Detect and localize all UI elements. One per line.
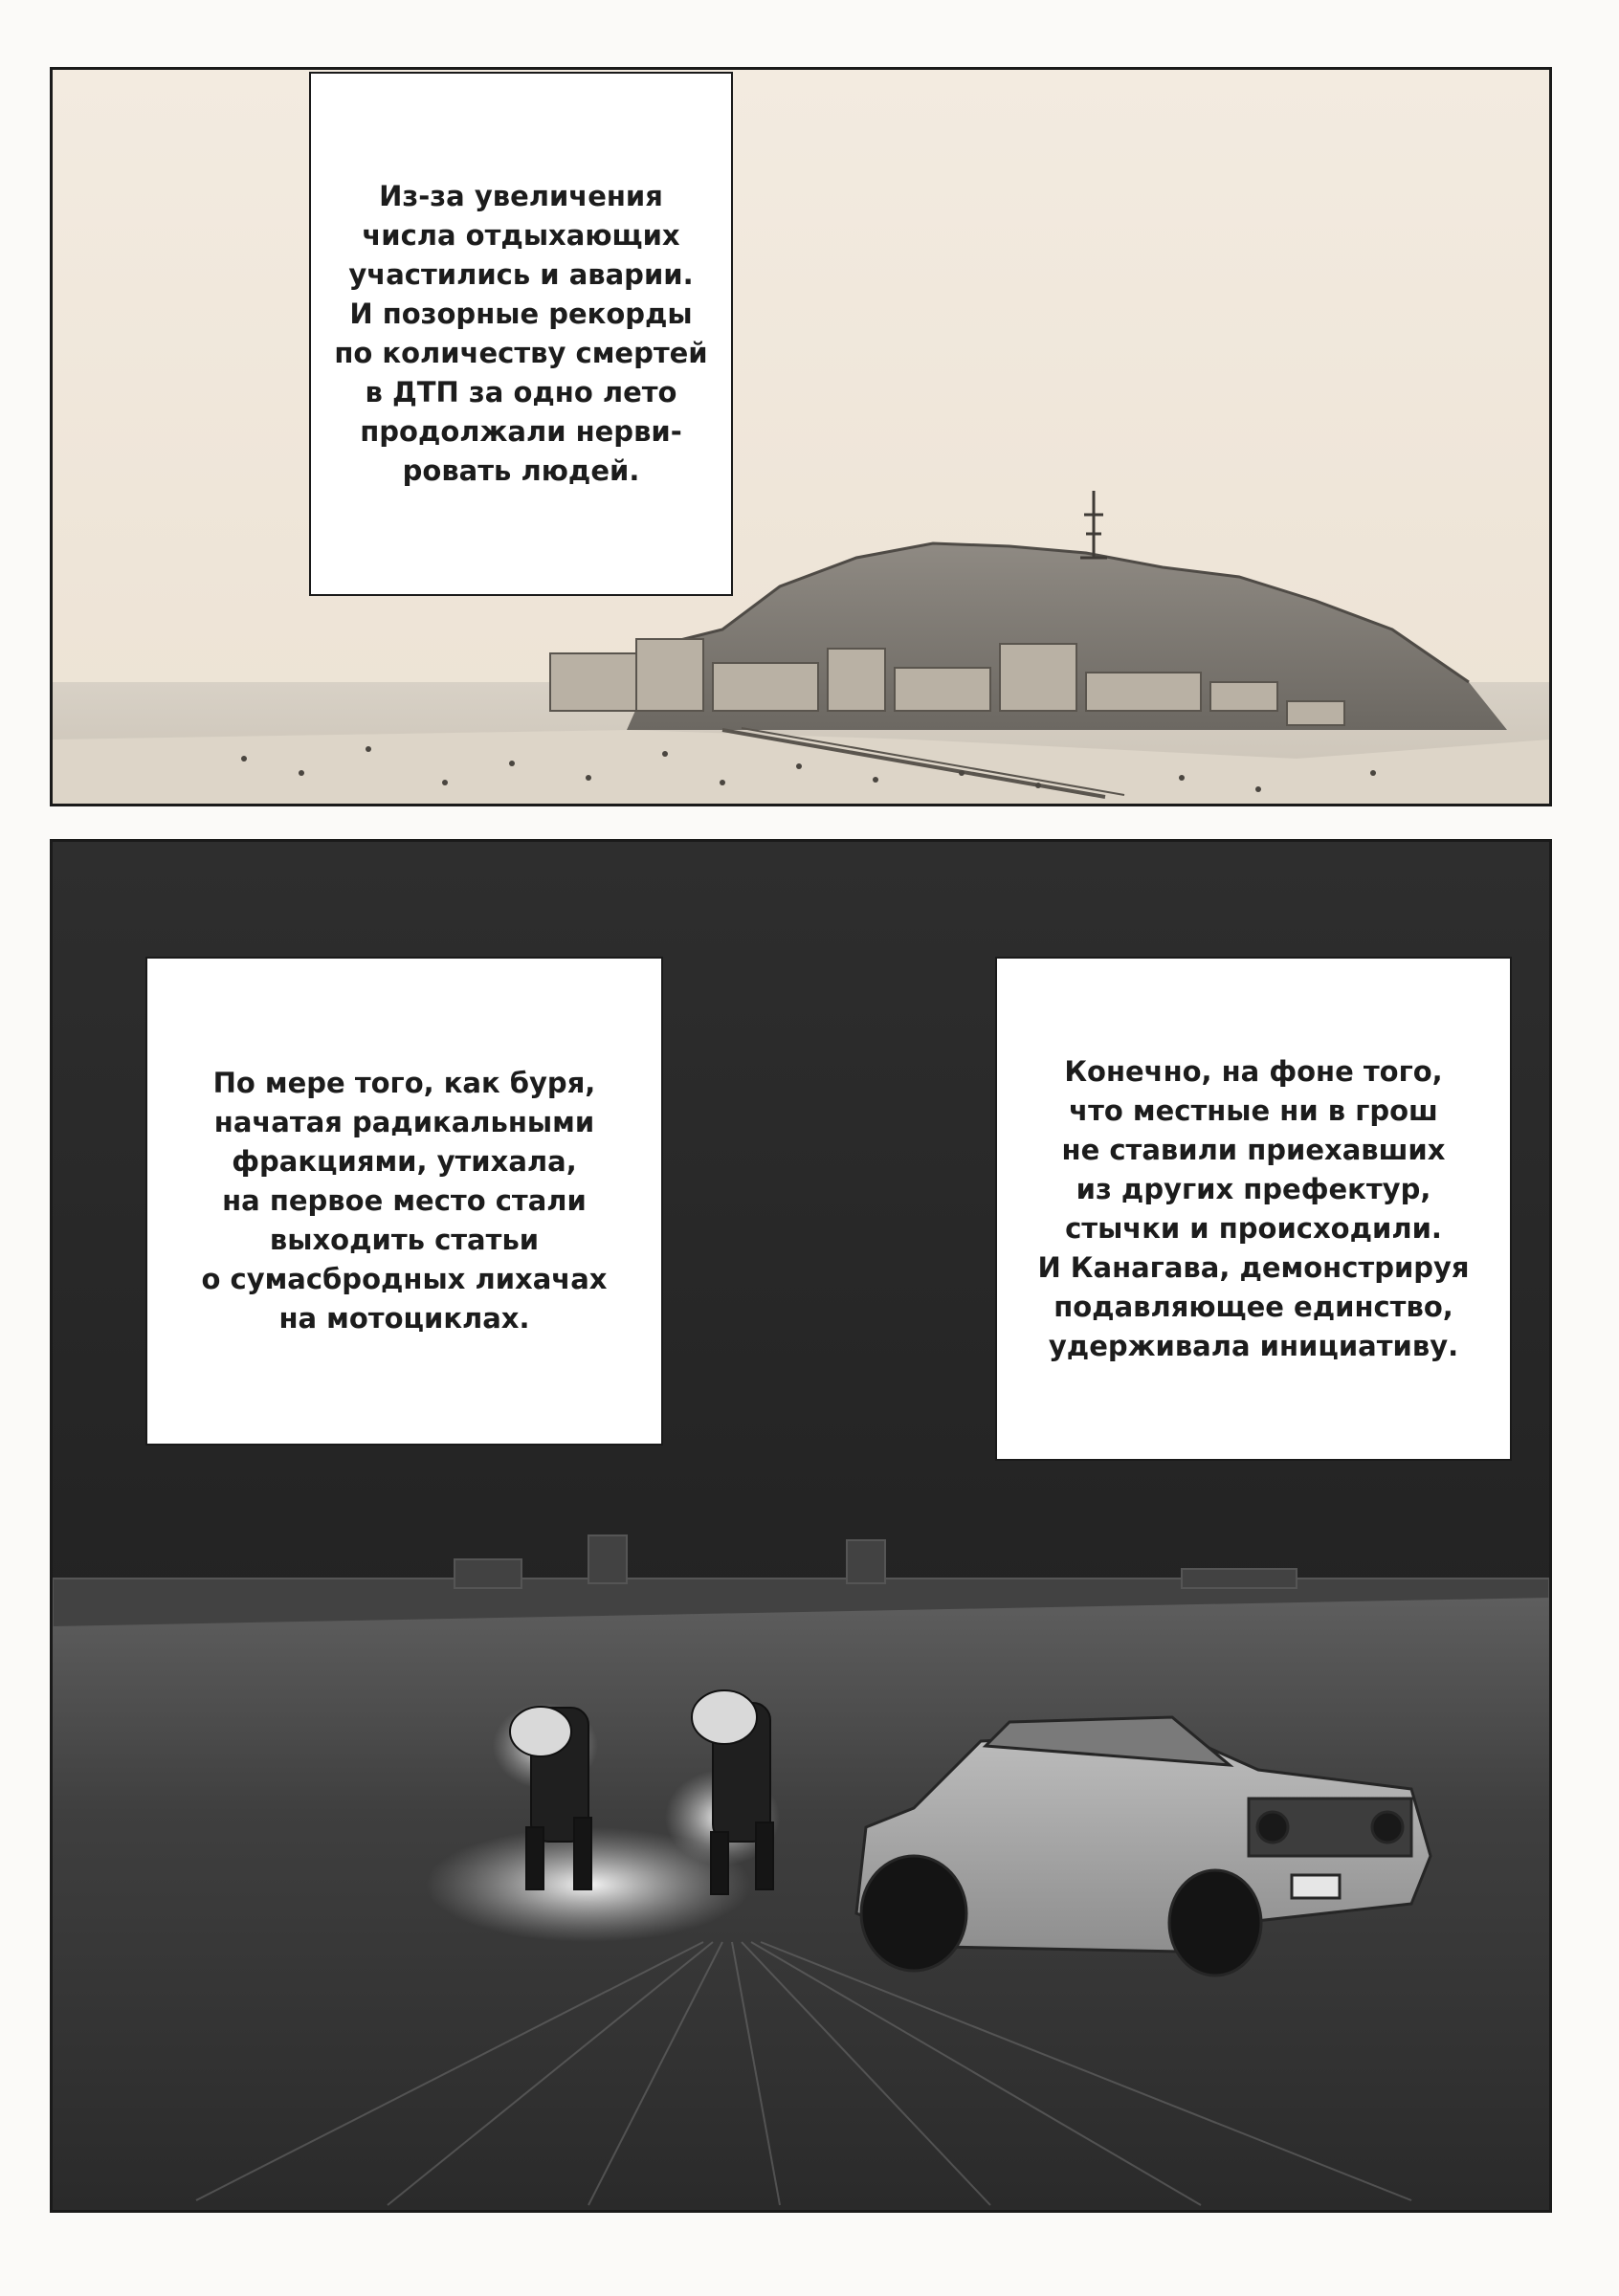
caption-text: Из-за увеличения числа отдыхающих участились и аварии. И позорные рекорды по количеству смертей в ДТП за одно лето продолжали нерви- ровать людей. [334, 180, 708, 487]
coastline-illustration [53, 70, 1549, 804]
panel-coastline [50, 67, 1552, 806]
caption-text: По мере того, как буря, начатая радикальными фракциями, утихала, на первое место стали выходить статьи о сумасбродных лихачах на мотоциклах. [201, 1067, 608, 1335]
panel-night-road [50, 839, 1552, 2213]
caption-box [309, 72, 733, 596]
caption-text: Конечно, на фоне того, что местные ни в грош не ставили приехавших из других префектур, стычки и происходили. И Канагава, демонстрируя подавляющее единство, удерживала инициативу. [1037, 1054, 1470, 1362]
caption-box [995, 957, 1512, 1461]
caption-box [145, 957, 663, 1446]
